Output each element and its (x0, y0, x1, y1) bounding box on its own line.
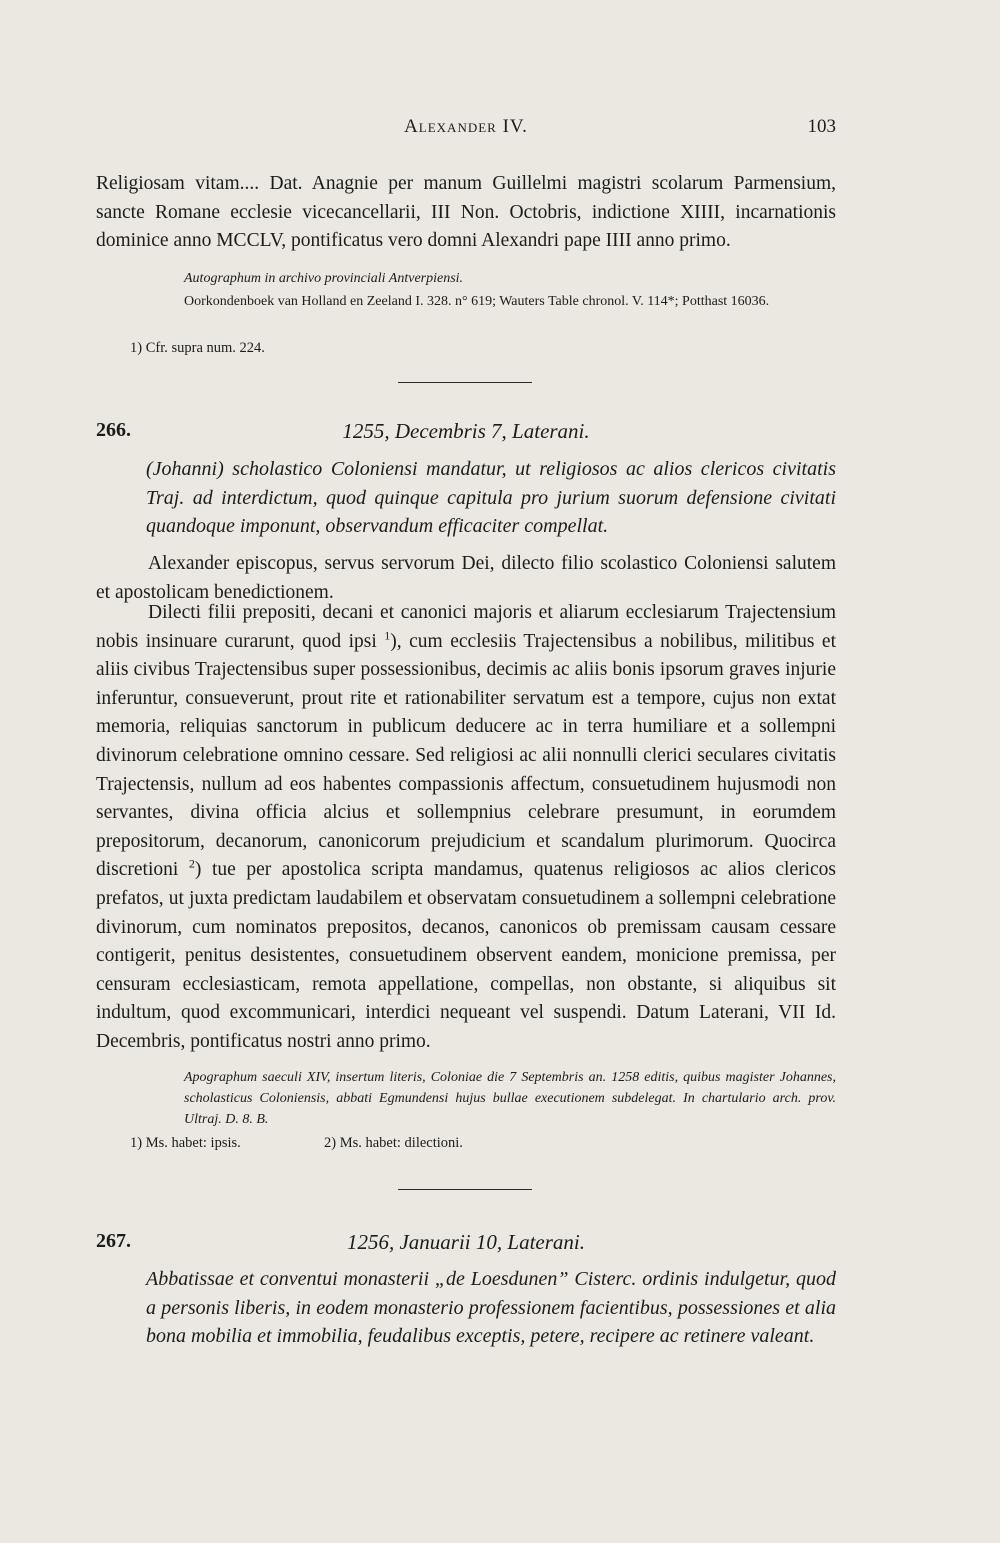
doc-266-date: 1255, Decembris 7, Laterani. (342, 419, 590, 443)
source-note-1: Autographum in archivo provinciali Antverpiensi. (184, 271, 464, 286)
doc-266-footnote-2: 2) Ms. habet: dilectioni. (324, 1135, 463, 1151)
running-head (96, 116, 836, 146)
doc-267-summary: Abbatissae et conventui monasterii „de Loesdunen” Cisterc. ordinis indulgetur, quod a personis liberis, in eodem monasterio professionem facientibus, possessiones et alia bona mobilia et immobilia, feudalibus exceptis, petere, recipere ac retinere valeant. (146, 1268, 836, 1348)
doc-266-body (96, 599, 836, 1057)
doc-266-footnote-1: 1) Ms. habet: ipsis. (130, 1135, 241, 1151)
section-divider-2 (398, 1189, 532, 1190)
doc-266-summary: (Johanni) scholastico Coloniensi mandatur, ut religiosos ac alios clericos civitatis Traj. ad interdictum, quod quinque capitula pro jurium suorum defensione civitati quandoque imponunt, observandum efficaciter compellat. (146, 458, 836, 538)
doc-266-source-note: Apographum saeculi XIV, insertum literis, Coloniae die 7 Septembris an. 1258 editis, quibus magister Johannes, scholasticus Coloniensis, abbati Egmundensi hujus bullae executionem subdelegat. In chartulario arch. prov. Ultraj. D. 8. B. (184, 1070, 836, 1127)
section-divider (398, 382, 532, 383)
top-paragraph: Religiosam vitam.... Dat. Anagnie per manum Guillelmi magistri scolarum Parmensium, sancte Romane ecclesie vicecancellarii, III Non. Octobris, indictione XIIII, incarnationis dominice anno MCCLV, pontificatus vero domni Alexandri pape IIII anno primo. (96, 173, 836, 252)
doc-266-salutation: Alexander episcopus, servus servorum Dei, dilecto filio scolastico Coloniensi salutem et apostolicam benedictionem. (96, 553, 836, 603)
footnote-top: 1) Cfr. supra num. 224. (130, 340, 265, 356)
doc-266-number: 266. (96, 419, 131, 441)
source-note-2: Oorkondenboek van Holland en Zeeland I. 328. n° 619; Wauters Table chronol. V. 114*; Potthast 16036. (184, 294, 770, 309)
running-title: Alexander IV. (404, 116, 528, 137)
footnote-ref-1: 1 (384, 628, 391, 643)
doc-266-body-part1: Dilecti filii prepositi, decani et canonici majoris et aliarum ecclesiarum Trajectensium nobis insinuare curarunt, quod ipsi (96, 602, 836, 652)
doc-267-number: 267. (96, 1230, 131, 1252)
page-number: 103 (807, 116, 836, 137)
doc-266-body-part3: ) tue per apostolica scripta mandamus, quatenus religiosos ac alios clericos prefatos, ut juxta predictam laudabilem et observatam consuetudinem a sollempni celebratione divinorum, cum nominatos prepositos, decanos, canonicos ob premissam causam cessare contigerit, penitus desistentes, consuetudinem observent eandem, monicione premissa, per censuram ecclesiasticam, remota appellatione, compellas, non obstante, si aliquibus sit indultum, quod excommunicari, interdici nequeant vel suspendi. Datum Laterani, VII Id. Decembris, pontificatus nostri anno primo. (96, 859, 836, 1052)
doc-267-date: 1256, Januarii 10, Laterani. (346, 1230, 585, 1254)
footnote-ref-2: 2 (188, 856, 195, 871)
doc-266-body-part2: ), cum ecclesiis Trajectensibus a nobilibus, militibus et aliis civibus Trajectensibus super possessionibus, decimis ac aliis bonis ipsorum graves injurie inferuntur, consueverunt, prout rite et rationabiliter servatum est a tempore, cujus non extat memoria, reliquias sanctorum in publicum deducere ac in terra humiliare et a sollempni divinorum celebratione omnino cessare. Sed religiosi ac alii nonnulli clerici seculares civitatis Trajectensis, nullum ad eos habentes compassionis affectum, consuetudinem hujusmodi non servantes, divina officia alcius et sollempnius celebrare presumunt, in eorumdem prepositorum, decanorum, canonicorum prejudicium et scandalum plurimorum. Quocirca discretioni (96, 630, 837, 881)
